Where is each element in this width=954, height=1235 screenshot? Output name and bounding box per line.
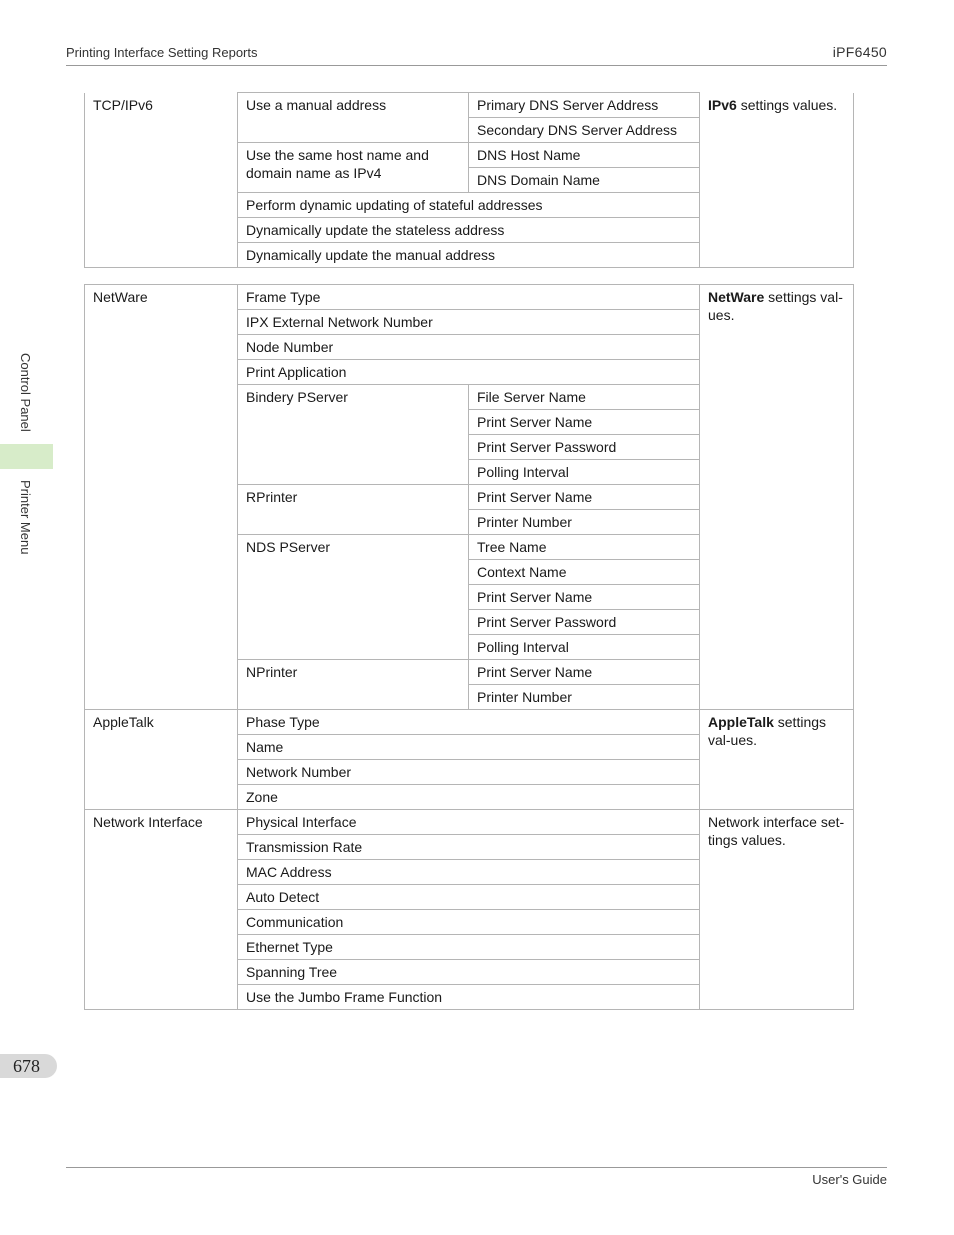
- setting-subitem: Print Server Name: [469, 660, 700, 685]
- running-header-title: Printing Interface Setting Reports: [66, 45, 258, 60]
- setting-subitem: DNS Host Name: [469, 143, 700, 168]
- side-tab-control-panel[interactable]: Control Panel: [18, 353, 33, 432]
- group-description: [700, 93, 854, 268]
- setting-item: Node Number: [238, 335, 700, 360]
- running-footer: User's Guide: [812, 1172, 887, 1187]
- tcp-ipv6-table: [84, 92, 854, 268]
- setting-subitem: Printer Number: [469, 510, 700, 535]
- setting-subitem: Secondary DNS Server Address: [469, 118, 700, 143]
- group-name: TCP/IPv6: [85, 93, 238, 268]
- setting-subitem: File Server Name: [469, 385, 700, 410]
- setting-subitem: Print Server Name: [469, 485, 700, 510]
- description-keyword: AppleTalk: [708, 714, 774, 730]
- setting-subitem: DNS Domain Name: [469, 168, 700, 193]
- setting-subitem: Tree Name: [469, 535, 700, 560]
- group-description: [700, 285, 854, 710]
- setting-item: NPrinter: [238, 660, 469, 710]
- group-name: Network Interface: [85, 810, 238, 1010]
- group-name: NetWare: [85, 285, 238, 710]
- setting-subitem: Printer Number: [469, 685, 700, 710]
- setting-item: Perform dynamic updating of stateful addresses: [238, 193, 700, 218]
- header-rule: [66, 65, 887, 66]
- setting-item: Phase Type: [238, 710, 700, 735]
- setting-item: Transmission Rate: [238, 835, 700, 860]
- setting-subitem: Print Server Name: [469, 410, 700, 435]
- group-description: [700, 710, 854, 810]
- group-description: Network interface set-tings values.: [700, 810, 854, 1010]
- setting-item: Use the same host name and domain name as IPv4: [238, 143, 469, 193]
- setting-item: Zone: [238, 785, 700, 810]
- setting-item: Name: [238, 735, 700, 760]
- setting-subitem: Polling Interval: [469, 635, 700, 660]
- group-name: AppleTalk: [85, 710, 238, 810]
- setting-item: Bindery PServer: [238, 385, 469, 485]
- description-text: settings val-ues.: [708, 289, 843, 323]
- setting-subitem: Print Server Password: [469, 435, 700, 460]
- setting-item: Print Application: [238, 360, 700, 385]
- setting-item: Ethernet Type: [238, 935, 700, 960]
- setting-item: Auto Detect: [238, 885, 700, 910]
- setting-item: Dynamically update the stateless address: [238, 218, 700, 243]
- setting-item: Communication: [238, 910, 700, 935]
- setting-item: Use the Jumbo Frame Function: [238, 985, 700, 1010]
- page-number: 678: [0, 1054, 57, 1078]
- description-text: settings val-ues.: [708, 714, 827, 748]
- setting-item: Spanning Tree: [238, 960, 700, 985]
- setting-item: IPX External Network Number: [238, 310, 700, 335]
- setting-subitem: Print Server Password: [469, 610, 700, 635]
- setting-item: Physical Interface: [238, 810, 700, 835]
- setting-subitem: Print Server Name: [469, 585, 700, 610]
- description-text: settings values.: [736, 96, 838, 113]
- setting-item: NDS PServer: [238, 535, 469, 660]
- setting-item: Dynamically update the manual address: [238, 243, 700, 268]
- description-keyword: NetWare: [708, 289, 765, 305]
- side-tab-highlight: [0, 444, 53, 469]
- side-tab-printer-menu[interactable]: Printer Menu: [18, 480, 33, 555]
- setting-subitem: Polling Interval: [469, 460, 700, 485]
- setting-item: Frame Type: [238, 285, 700, 310]
- setting-item: Use a manual address: [238, 93, 469, 143]
- network-settings-table: [84, 284, 854, 1010]
- setting-item: MAC Address: [238, 860, 700, 885]
- footer-rule: [66, 1167, 887, 1168]
- setting-item: RPrinter: [238, 485, 469, 535]
- description-keyword: IPv6: [708, 96, 737, 113]
- running-header-model: iPF6450: [832, 44, 887, 60]
- setting-item: Network Number: [238, 760, 700, 785]
- setting-subitem: Primary DNS Server Address: [469, 93, 700, 118]
- setting-subitem: Context Name: [469, 560, 700, 585]
